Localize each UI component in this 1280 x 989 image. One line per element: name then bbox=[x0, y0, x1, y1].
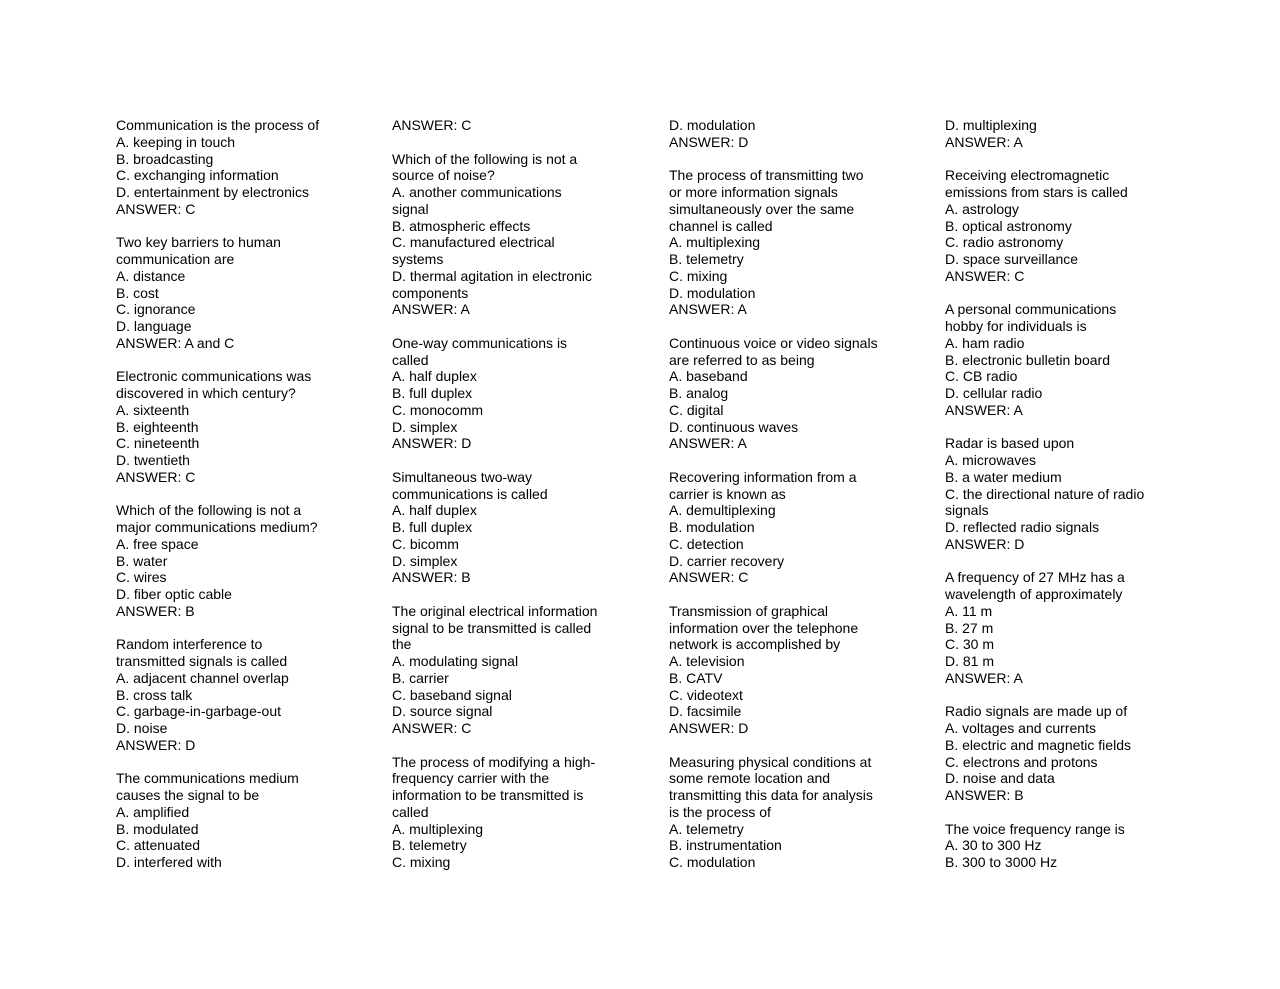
option-line: D. twentieth bbox=[116, 452, 190, 468]
text-column-1 bbox=[116, 117, 346, 871]
option-line: D. noise and data bbox=[945, 770, 1055, 787]
answer-line: ANSWER: C bbox=[669, 569, 749, 586]
question-line: some remote location and bbox=[669, 770, 831, 787]
option-line: B. full duplex bbox=[392, 385, 473, 401]
answer-line: ANSWER: B bbox=[116, 602, 195, 619]
question-line: information to be transmitted is bbox=[392, 787, 584, 803]
answer-line: ANSWER: A bbox=[669, 435, 747, 452]
option-line: A. amplified bbox=[116, 803, 190, 820]
blank-line bbox=[116, 754, 346, 771]
option-line: B. analog bbox=[669, 385, 729, 401]
option-line: B. carrier bbox=[392, 669, 449, 686]
option-line: B. CATV bbox=[669, 669, 723, 686]
blank-line bbox=[116, 620, 346, 637]
question-line: information over the telephone bbox=[669, 619, 859, 636]
blank-line bbox=[392, 586, 622, 603]
option-line: C. monocomm bbox=[392, 401, 484, 418]
question-line: Recovering information from a bbox=[669, 468, 857, 485]
blank-line bbox=[669, 151, 899, 168]
option-line: A. free space bbox=[116, 535, 199, 552]
blank-line bbox=[945, 419, 1175, 436]
option-line: D. multiplexing bbox=[945, 117, 1037, 133]
option-line: B. a water medium bbox=[945, 468, 1062, 485]
option-line: B. 300 to 3000 Hz bbox=[945, 854, 1058, 870]
question-line: are referred to as being bbox=[669, 351, 815, 368]
option-line: C. bicomm bbox=[392, 535, 459, 552]
option-line: B. telemetry bbox=[392, 837, 467, 854]
option-line: C. mixing bbox=[392, 854, 451, 870]
option-line: C. attenuated bbox=[116, 837, 201, 854]
question-line: signals bbox=[945, 502, 989, 519]
question-line: The communications medium bbox=[116, 770, 299, 787]
answer-line: ANSWER: D bbox=[669, 720, 749, 736]
blank-line bbox=[669, 586, 899, 603]
option-line: B. telemetry bbox=[669, 251, 744, 267]
answer-line: ANSWER: D bbox=[945, 535, 1025, 552]
option-line: C. modulation bbox=[669, 854, 756, 870]
option-line: B. instrumentation bbox=[669, 837, 782, 854]
option-line: D. interfered with bbox=[116, 854, 222, 870]
option-line: C. radio astronomy bbox=[945, 234, 1064, 251]
option-line: A. multiplexing bbox=[392, 820, 484, 837]
question-line: Radar is based upon bbox=[945, 435, 1075, 452]
question-line: The original electrical information bbox=[392, 602, 598, 619]
blank-line bbox=[392, 134, 622, 151]
option-line: A. 11 m bbox=[945, 602, 993, 619]
answer-line: ANSWER: A and C bbox=[116, 334, 235, 351]
text-column-2 bbox=[392, 117, 622, 871]
option-line: B. full duplex bbox=[392, 519, 473, 535]
question-line: components bbox=[392, 284, 469, 301]
option-line: C. electrons and protons bbox=[945, 753, 1098, 770]
question-line: network is accomplished by bbox=[669, 636, 841, 653]
option-line: B. modulation bbox=[669, 519, 755, 535]
blank-line bbox=[669, 318, 899, 335]
question-line: One-way communications is bbox=[392, 334, 568, 351]
question-line: called bbox=[392, 803, 429, 820]
question-line: source of noise? bbox=[392, 167, 495, 184]
option-line: C. videotext bbox=[669, 686, 743, 703]
answer-line: ANSWER: C bbox=[392, 720, 472, 736]
answer-line: ANSWER: A bbox=[945, 401, 1023, 418]
question-line: transmitting this data for analysis bbox=[669, 787, 873, 803]
answer-line: ANSWER: D bbox=[116, 736, 196, 753]
blank-line bbox=[392, 452, 622, 469]
option-line: B. cross talk bbox=[116, 686, 193, 703]
option-line: C. mixing bbox=[669, 267, 728, 284]
question-line: The voice frequency range is bbox=[945, 820, 1125, 837]
question-line: signal to be transmitted is called bbox=[392, 619, 592, 636]
question-line: wavelength of approximately bbox=[945, 586, 1123, 602]
option-line: A. another communications bbox=[392, 184, 562, 200]
question-line: Two key barriers to human bbox=[116, 234, 281, 251]
option-line: C. CB radio bbox=[945, 368, 1018, 385]
option-line: B. eighteenth bbox=[116, 418, 199, 435]
question-line: Random interference to bbox=[116, 636, 263, 653]
answer-line: ANSWER: C bbox=[392, 117, 472, 133]
option-line: D. source signal bbox=[392, 703, 493, 720]
option-line: B. modulated bbox=[116, 820, 199, 837]
question-line: A frequency of 27 MHz has a bbox=[945, 569, 1125, 586]
text-column-3 bbox=[669, 117, 899, 871]
option-line: B. electric and magnetic fields bbox=[945, 736, 1131, 753]
question-line: major communications medium? bbox=[116, 519, 318, 535]
answer-line: ANSWER: B bbox=[945, 787, 1024, 803]
option-line: C. nineteenth bbox=[116, 435, 200, 452]
question-line: the bbox=[392, 636, 412, 653]
blank-line bbox=[945, 804, 1175, 821]
option-line: D. reflected radio signals bbox=[945, 519, 1100, 535]
option-line: D. 81 m bbox=[945, 653, 995, 669]
question-line: Transmission of graphical bbox=[669, 602, 828, 619]
question-line: A personal communications bbox=[945, 301, 1117, 318]
option-line: A. television bbox=[669, 653, 745, 669]
question-line: Which of the following is not a bbox=[116, 502, 302, 519]
blank-line bbox=[116, 218, 346, 235]
option-line: D. cellular radio bbox=[945, 385, 1043, 401]
question-line: The process of transmitting two bbox=[669, 167, 864, 184]
question-line: is the process of bbox=[669, 803, 771, 820]
question-line: simultaneously over the same bbox=[669, 200, 855, 217]
option-line: D. thermal agitation in electronic bbox=[392, 267, 592, 284]
question-line: channel is called bbox=[669, 217, 773, 234]
option-line: A. half duplex bbox=[392, 502, 477, 519]
option-line: A. astrology bbox=[945, 200, 1019, 217]
question-line: Receiving electromagnetic bbox=[945, 167, 1110, 184]
option-line: B. cost bbox=[116, 284, 159, 301]
blank-line bbox=[392, 318, 622, 335]
option-line: C. 30 m bbox=[945, 636, 995, 653]
answer-line: ANSWER: D bbox=[669, 133, 749, 150]
question-line: emissions from stars is called bbox=[945, 184, 1128, 200]
question-line: Which of the following is not a bbox=[392, 150, 578, 167]
option-line: D. modulation bbox=[669, 284, 756, 301]
option-line: D. simplex bbox=[392, 552, 458, 569]
option-line: B. atmospheric effects bbox=[392, 217, 531, 234]
question-line: called bbox=[392, 351, 429, 368]
option-line: D. fiber optic cable bbox=[116, 586, 232, 602]
option-line: C. manufactured electrical bbox=[392, 234, 555, 251]
option-line: C. the directional nature of radio bbox=[945, 485, 1145, 502]
blank-line bbox=[945, 151, 1175, 168]
option-line: A. baseband bbox=[669, 368, 748, 385]
option-line: A. ham radio bbox=[945, 334, 1025, 351]
option-line: B. water bbox=[116, 552, 168, 569]
option-line: A. 30 to 300 Hz bbox=[945, 837, 1042, 854]
question-line: frequency carrier with the bbox=[392, 770, 550, 787]
option-line: C. exchanging information bbox=[116, 167, 279, 184]
question-line: communication are bbox=[116, 251, 235, 267]
blank-line bbox=[392, 737, 622, 754]
option-line: D. facsimile bbox=[669, 703, 742, 720]
blank-line bbox=[116, 486, 346, 503]
text-column-4 bbox=[945, 117, 1175, 871]
option-line: A. distance bbox=[116, 267, 186, 284]
option-line: B. optical astronomy bbox=[945, 217, 1072, 234]
option-line: D. noise bbox=[116, 720, 168, 736]
answer-line: ANSWER: C bbox=[116, 200, 196, 217]
question-line: signal bbox=[392, 200, 429, 217]
question-line: transmitted signals is called bbox=[116, 653, 288, 669]
option-line: C. ignorance bbox=[116, 301, 196, 318]
question-line: Continuous voice or video signals bbox=[669, 334, 878, 351]
option-line: A. voltages and currents bbox=[945, 720, 1096, 736]
question-line: discovered in which century? bbox=[116, 385, 296, 401]
answer-line: ANSWER: A bbox=[392, 301, 470, 318]
option-line: D. entertainment by electronics bbox=[116, 184, 309, 200]
question-line: hobby for individuals is bbox=[945, 318, 1087, 334]
option-line: D. carrier recovery bbox=[669, 552, 785, 569]
question-line: Electronic communications was bbox=[116, 368, 312, 385]
option-line: B. electronic bulletin board bbox=[945, 351, 1110, 368]
blank-line bbox=[945, 553, 1175, 570]
option-line: A. demultiplexing bbox=[669, 502, 776, 519]
question-line: causes the signal to be bbox=[116, 787, 260, 803]
option-line: C. digital bbox=[669, 401, 724, 418]
blank-line bbox=[669, 452, 899, 469]
answer-line: ANSWER: B bbox=[392, 569, 471, 586]
option-line: A. keeping in touch bbox=[116, 133, 236, 150]
option-line: B. broadcasting bbox=[116, 150, 214, 167]
option-line: C. garbage-in-garbage-out bbox=[116, 703, 281, 720]
option-line: A. microwaves bbox=[945, 452, 1037, 468]
question-line: Simultaneous two-way bbox=[392, 468, 533, 485]
question-line: or more information signals bbox=[669, 184, 838, 200]
question-line: systems bbox=[392, 251, 444, 267]
answer-line: ANSWER: C bbox=[116, 468, 196, 485]
option-line: D. space surveillance bbox=[945, 251, 1079, 267]
question-line: Communication is the process of bbox=[116, 117, 320, 133]
question-line: Measuring physical conditions at bbox=[669, 753, 872, 770]
option-line: A. adjacent channel overlap bbox=[116, 669, 289, 686]
option-line: C. detection bbox=[669, 535, 744, 552]
answer-line: ANSWER: A bbox=[945, 133, 1023, 150]
option-line: C. wires bbox=[116, 569, 167, 586]
option-line: D. language bbox=[116, 318, 192, 334]
question-line: Radio signals are made up of bbox=[945, 703, 1128, 720]
option-line: A. modulating signal bbox=[392, 653, 519, 669]
option-line: A. multiplexing bbox=[669, 234, 761, 251]
answer-line: ANSWER: D bbox=[392, 435, 472, 452]
option-line: D. modulation bbox=[669, 117, 756, 133]
option-line: A. sixteenth bbox=[116, 401, 190, 418]
blank-line bbox=[945, 687, 1175, 704]
question-line: communications is called bbox=[392, 485, 548, 502]
option-line: D. simplex bbox=[392, 418, 458, 435]
blank-line bbox=[116, 352, 346, 369]
option-line: A. telemetry bbox=[669, 820, 744, 837]
option-line: A. half duplex bbox=[392, 368, 477, 385]
answer-line: ANSWER: A bbox=[669, 301, 747, 318]
answer-line: ANSWER: C bbox=[945, 267, 1025, 284]
option-line: D. continuous waves bbox=[669, 418, 799, 435]
question-line: carrier is known as bbox=[669, 485, 786, 502]
option-line: C. baseband signal bbox=[392, 686, 512, 703]
blank-line bbox=[945, 285, 1175, 302]
answer-line: ANSWER: A bbox=[945, 669, 1023, 686]
option-line: B. 27 m bbox=[945, 619, 994, 636]
question-line: The process of modifying a high- bbox=[392, 753, 596, 770]
blank-line bbox=[669, 737, 899, 754]
